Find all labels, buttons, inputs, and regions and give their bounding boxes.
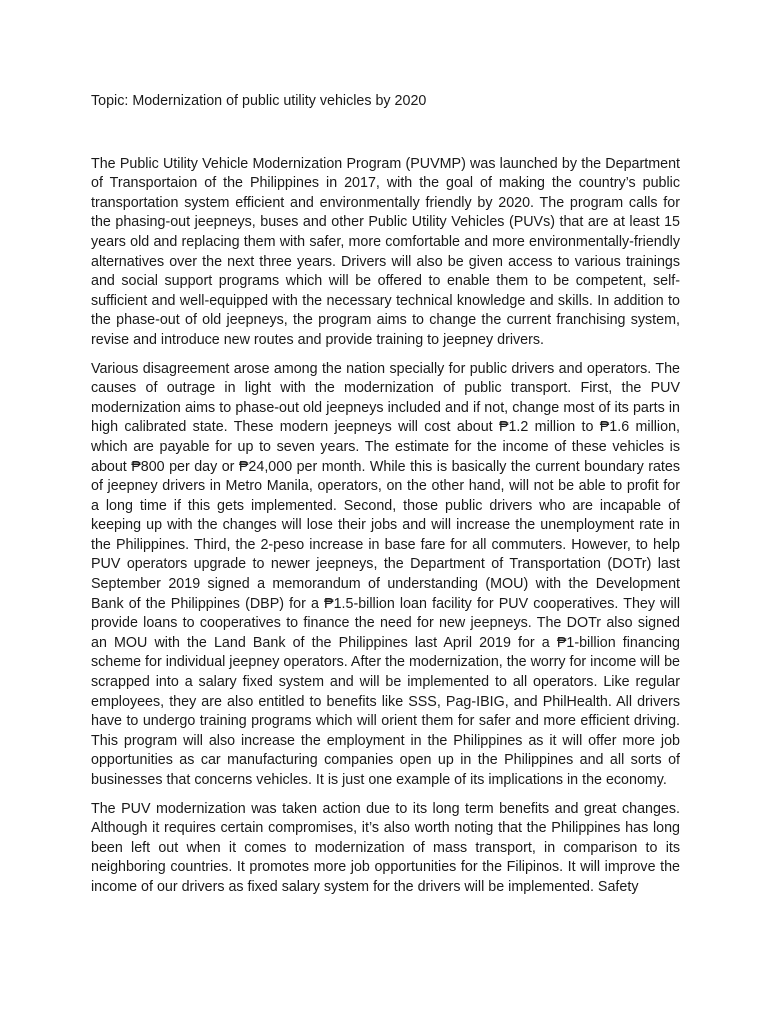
paragraph-1: The Public Utility Vehicle Modernization Program (PUVMP) was launched by the Department of Transportaion of the Philippines in 2017, with the goal of making the country’s public transportation system efficient and environmentally friendly by 2020. The program calls for the phasing-out jeepneys, buses and other Public Utility Vehicles (PUVs) that are at least 15 years old and replacing them with safer, more comfortable and more environmentally-friendly alternatives over the next three years. Drivers will also be given access to various trainings and social support programs which will be offered to enable them to be competent, self-sufficient and well-equipped with the necessary technical knowledge and skills. In addition to the phase-out of old jeepneys, the program aims to change the current franchising system, revise and introduce new routes and provide training to jeepney drivers. [91,155,680,348]
paragraph-2: Various disagreement arose among the nation specially for public drivers and operators. The causes of outrage in light with the modernization of public transport. First, the PUV modernization aims to phase-out old jeepneys included and if not, change most of its parts in high calibrated state. These modern jeepneys will cost about ₱1.2 million to ₱1.6 million, which are payable for up to seven years. The estimate for the income of these vehicles is about ₱800 per day or ₱24,000 per month. While this is basically the current boundary rates of jeepney drivers in Metro Manila, operators, on the other hand, will not be able to profit for a long time if this gets implemented. Second, those public drivers who are incapable of keeping up with the changes will lose their jobs and will increase the unemployment rate in the Philippines. Third, the 2-peso increase in base fare for all commuters. However, to help PUV operators upgrade to newer jeepneys, the Department of Transportation (DOTr) last September 2019 signed a memorandum of understanding (MOU) with the Development Bank of the Philippines (DBP) for a ₱1.5-billion loan facility for PUV cooperatives. They will provide loans to cooperatives to finance the need for new jeepneys. The DOTr also signed an MOU with the Land Bank of the Philippines last April 2019 for a ₱1-billion financing scheme for individual jeepney operators. After the modernization, the worry for income will be scrapped into a salary fixed system and will be implemented to all operators. Like regular employees, they are also entitled to benefits like SSS, Pag-IBIG, and PhilHealth. All drivers have to undergo training programs which will orient them for safer and more efficient driving. This program will also increase the employment in the Philippines as it will offer more job opportunities as car manufacturing companies open up in the Philippines and all sorts of businesses that concerns vehicles. It is just one example of its implications in the economy. [91,360,680,788]
document-topic: Topic: Modernization of public utility vehicles by 2020 [91,93,427,109]
paragraph-3: The PUV modernization was taken action due to its long term benefits and great changes. Although it requires certain compromises, it’s also worth noting that the Philippines has long been left out when it comes to modernization of mass transport, in comparison to its neighboring countries. It promotes more job opportunities for the Filipinos. It will improve the income of our drivers as fixed salary system for the drivers will be implemented. Safety [91,800,680,895]
document-body [91,92,680,907]
